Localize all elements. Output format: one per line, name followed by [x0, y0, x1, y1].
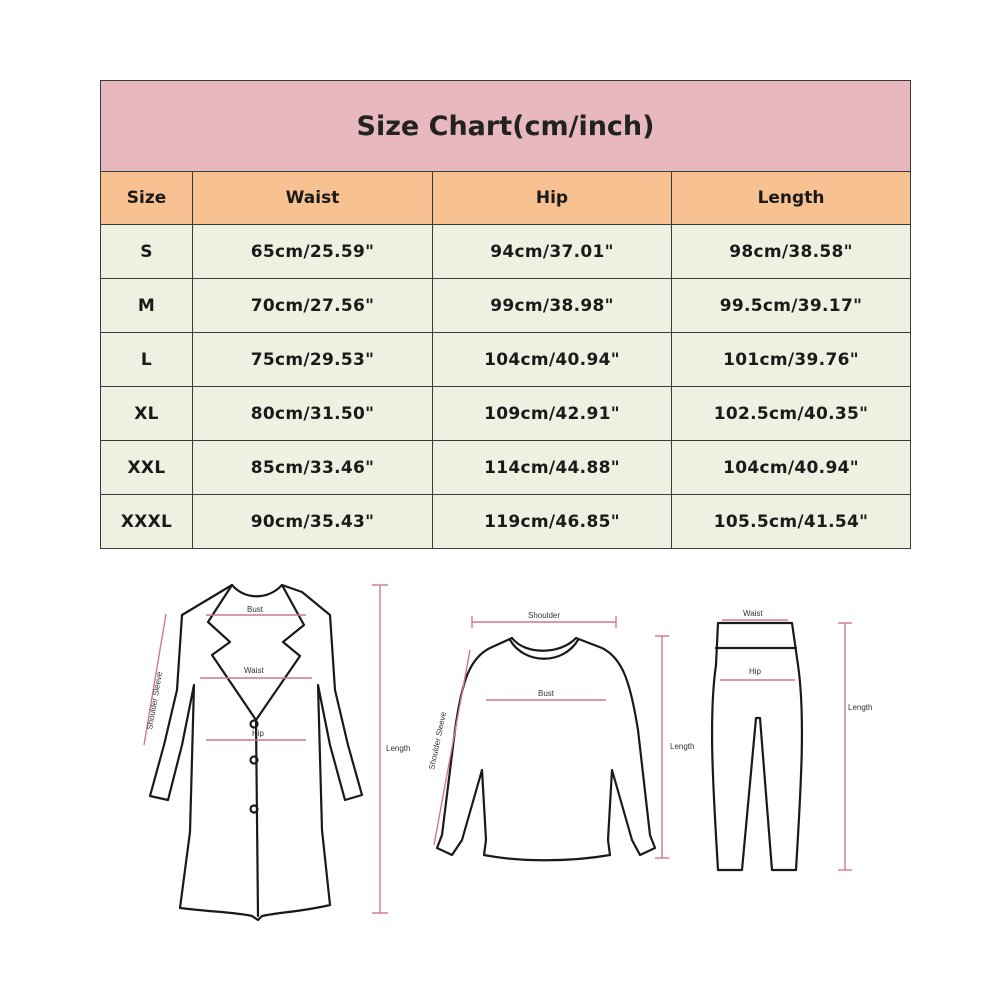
waist-cell: 80cm/31.50": [193, 387, 433, 441]
bust-label: Bust: [247, 605, 264, 614]
waist-label: Waist: [743, 609, 763, 618]
measurement-diagrams: [0, 570, 1000, 970]
size-chart-table: [100, 80, 911, 549]
waist-cell: 75cm/29.53": [193, 333, 433, 387]
hip-cell: 109cm/42.91": [433, 387, 672, 441]
length-cell: 98cm/38.58": [672, 225, 911, 279]
size-cell: M: [101, 279, 193, 333]
hip-cell: 94cm/37.01": [433, 225, 672, 279]
length-cell: 105.5cm/41.54": [672, 495, 911, 549]
pants-outline: [712, 623, 802, 870]
hip-cell: 119cm/46.85": [433, 495, 672, 549]
coat-front-seam: [256, 720, 258, 916]
length-cell: 104cm/40.94": [672, 441, 911, 495]
size-cell: XL: [101, 387, 193, 441]
length-cell: 99.5cm/39.17": [672, 279, 911, 333]
header-size: Size: [101, 172, 193, 225]
waist-cell: 70cm/27.56": [193, 279, 433, 333]
size-cell: L: [101, 333, 193, 387]
header-length: Length: [672, 172, 911, 225]
waist-cell: 90cm/35.43": [193, 495, 433, 549]
length-label: Length: [670, 742, 695, 751]
coat-button: [251, 806, 258, 813]
hip-cell: 99cm/38.98": [433, 279, 672, 333]
header-row: [101, 172, 911, 225]
waist-label: Waist: [244, 666, 264, 675]
length-cell: 102.5cm/40.35": [672, 387, 911, 441]
table-row: [101, 387, 911, 441]
size-cell: XXXL: [101, 495, 193, 549]
shoulder-label: Shoulder: [528, 611, 561, 620]
coat-button: [251, 721, 258, 728]
length-label: Length: [386, 744, 411, 753]
coat-diagram: [144, 585, 410, 920]
length-label: Length: [848, 703, 873, 712]
bust-label: Bust: [538, 689, 555, 698]
waist-cell: 85cm/33.46": [193, 441, 433, 495]
length-cell: 101cm/39.76": [672, 333, 911, 387]
waist-cell: 65cm/25.59": [193, 225, 433, 279]
table-title: Size Chart(cm/inch): [101, 81, 911, 172]
header-hip: Hip: [433, 172, 672, 225]
size-cell: XXL: [101, 441, 193, 495]
hip-cell: 114cm/44.88": [433, 441, 672, 495]
sweater-diagram: [427, 611, 694, 860]
title-row: [101, 81, 911, 172]
table-row: [101, 225, 911, 279]
hip-cell: 104cm/40.94": [433, 333, 672, 387]
pants-diagram: [712, 609, 872, 870]
hip-label: Hip: [252, 729, 265, 738]
table-row: [101, 441, 911, 495]
sweater-collar: [510, 640, 578, 659]
size-cell: S: [101, 225, 193, 279]
table-row: [101, 495, 911, 549]
coat-button: [251, 757, 258, 764]
table-row: [101, 333, 911, 387]
shoulder-sleeve-label: Shoulder Sleeve: [427, 711, 449, 771]
hip-label: Hip: [749, 667, 762, 676]
shoulder-sleeve-label: Shoulder Sleeve: [145, 670, 165, 731]
header-waist: Waist: [193, 172, 433, 225]
table-row: [101, 279, 911, 333]
sweater-outline: [437, 638, 655, 860]
